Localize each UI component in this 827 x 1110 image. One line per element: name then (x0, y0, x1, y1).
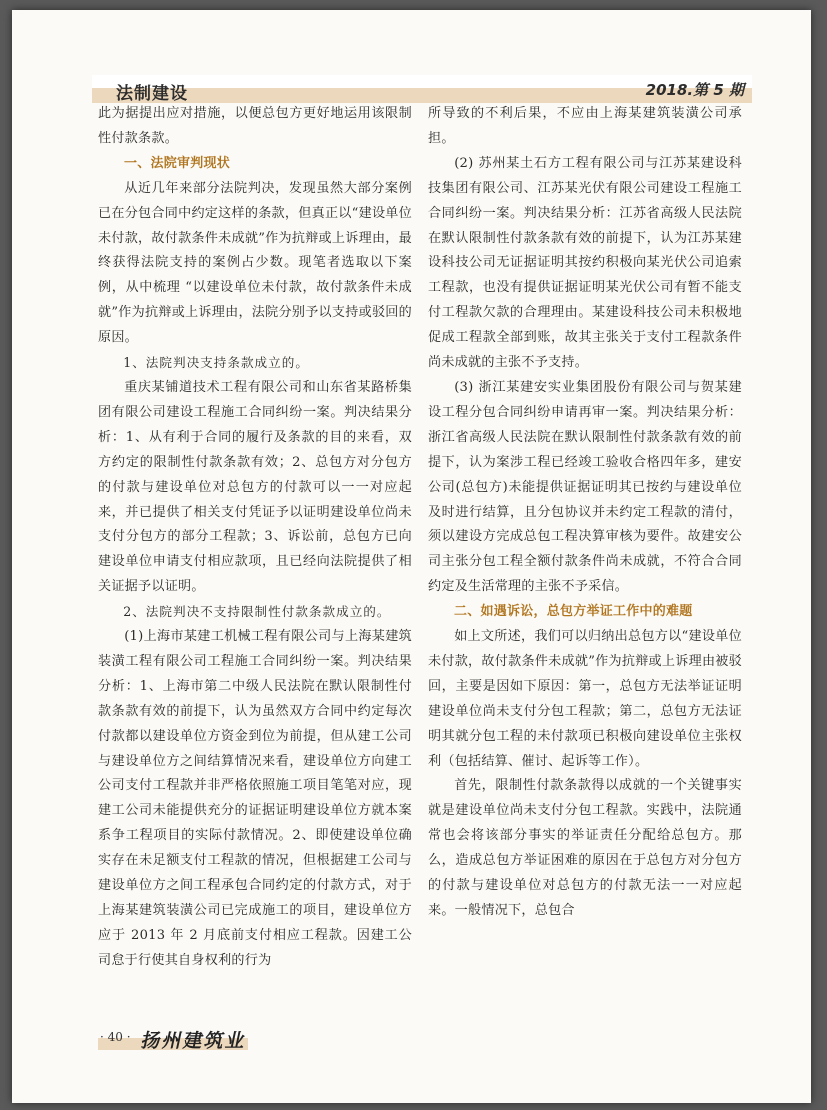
paragraph: 从近几年来部分法院判决，发现虽然大部分案例已在分包合同中约定这样的条款，但真正以“建设单位未付款，故付款条件未成就”作为抗辩或上诉理由，最终获得法院支持的案例占少数。现笔者选取以下案例，从中梳理 “以建设单位未付款，故付款条件未成就”作为抗辩或上诉理由，法院分别予以支持或驳回的原因。 (98, 180, 412, 346)
subheading: 2、法院判决不支持限制性付款条款成立的。 (123, 604, 391, 620)
paragraph: 首先，限制性付款条款得以成就的一个关键事实就是建设单位尚未支付分包工程款。实践中，法院通常也会将该部分事实的举证责任分配给总包方。那么，造成总包方举证困难的原因在于总包方对分包方的付款与建设单位对总包方的付款无法一一对应起来。一般情况下，总包合 (428, 778, 742, 918)
section-heading: 一、法院审判现状 (124, 155, 231, 171)
paragraph: (2) 苏州某土石方工程有限公司与江苏某建设科技集团有限公司、江苏某光伏有限公司建设工程施工合同纠纷一案。判决结果分析：江苏省高级人民法院在默认限制性付款条款有效的前提下，认为江苏某建设科技公司无证据证明其按约积极向某光伏公司追索工程款，也没有提供证据证明某光伏公司有暂不能支付工程款欠款的合理理由。某建设科技公司未积极地促成工程款全部到账，故其主张关于支付工程款条件尚未成就的主张不予支持。 (428, 155, 742, 371)
magazine-logo: 扬州建筑业 (139, 1030, 250, 1052)
header-title: 法制建设 (116, 84, 188, 104)
page-footer (98, 1028, 248, 1052)
section-heading: 二、如遇诉讼，总包方举证工作中的难题 (454, 604, 693, 620)
paragraph: (3) 浙江某建安实业集团股份有限公司与贺某建设工程分包合同纠纷申请再审一案。判决结果分析：浙江省高级人民法院在默认限制性付款条款有效的前提下，认为案涉工程已经竣工验收合格四年多，建安公司(总包方)未能提供证据证明其已按约与建设单位及时进行结算，且分包协议并未约定工程款的清付，须以建设方完成总包工程决算审核为要件。故建安公司主张分包工程全额付款条件尚未成就，不符合合同约定及生活常理的主张不予采信。 (428, 379, 742, 595)
running-header (92, 75, 752, 103)
paragraph: 重庆某铺道技术工程有限公司和山东省某路桥集团有限公司建设工程施工合同纠纷一案。判决结果分析：1、从有利于合同的履行及条款的目的来看，双方约定的限制性付款条款有效；2、总包方对分包方的付款与建设单位对总包方的付款可以一一对应起来，并已提供了相关支付凭证予以证明建设单位尚未支付分包方的部分工程款；3、诉讼前，总包方已向建设单位申请支付相应款项，且已经向法院提供了相关证据予以证明。 (98, 379, 412, 595)
paragraph: 此为据提出应对措施，以便总包方更好地运用该限制性付款条款。 (98, 106, 412, 146)
header-issue: 2018.第 5 期 (645, 81, 744, 99)
right-column (428, 102, 742, 924)
paragraph: (1)上海市某建工机械工程有限公司与上海某建筑装潢工程有限公司工程施工合同纠纷一案。判决结果分析：1、上海市第二中级人民法院在默认限制性付款条款有效的前提下，认为虽然双方合同中约定每次付款都以建设单位方资金到位为前提，但从建工公司与建设单位方之间结算情况来看，建设单位方向建工公司支付工程款并非严格依照施工项目笔笔对应，现建工公司未能提供充分的证据证明建设单位方就本案系争工程项目的实际付款情况。2、即使建设单位确实存在未足额支付工程款的情况，但根据建工公司与建设单位方之间工程承包合同约定的付款方式，对于上海某建筑装潢公司已完成施工的项目，建设单位方应于 2013 年 2 月底前支付相应工程款。因建工公司怠于行使其自身权利的行为 (98, 629, 412, 968)
page-number: · 40 · (100, 1030, 131, 1044)
paragraph: 如上文所述，我们可以归纳出总包方以“建设单位未付款，故付款条件未成就”作为抗辩或上诉理由被驳回，主要是因如下原因：第一，总包方无法举证证明建设单位尚未支付分包工程款；第二，总包方无法证明其就分包工程的未付款项已积极向建设单位主张权利（包括结算、催讨、起诉等工作）。 (428, 629, 742, 769)
subheading: 1、法院判决支持条款成立的。 (123, 355, 309, 371)
left-column (98, 102, 412, 974)
paragraph: 所导致的不利后果，不应由上海某建筑装潢公司承担。 (428, 106, 742, 146)
